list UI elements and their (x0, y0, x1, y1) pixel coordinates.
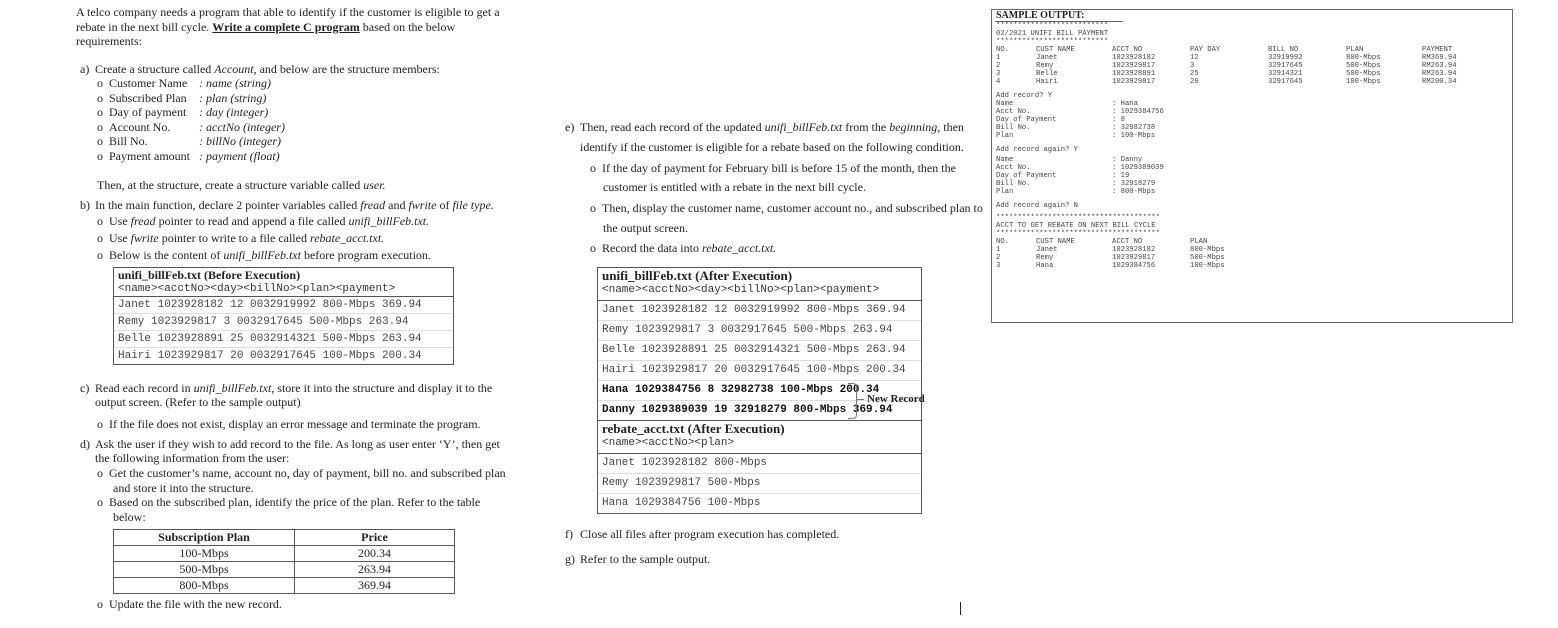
before-file-row: Remy 1023929817 3 0032917645 500-Mbps 263.94 (114, 313, 453, 330)
bullet-icon: o (97, 231, 103, 245)
column-header: ACCT NO (1112, 46, 1143, 54)
after-file-box (597, 267, 922, 514)
column-header: CUST NAME (1036, 46, 1075, 54)
bill-row: Remy (1036, 62, 1054, 70)
bullet-icon: o (590, 241, 596, 255)
item-c-marker: c) (80, 381, 90, 395)
bill-row: 2 (996, 62, 1001, 70)
before-file-box (113, 267, 454, 365)
structure-member (97, 91, 266, 106)
structure-member (97, 134, 281, 149)
b-text-1: fread (360, 198, 386, 212)
column-header: BILL NO (1268, 46, 1299, 54)
new-record-row: Hana 1029384756 8 32982738 100-Mbps 200.34 (598, 380, 921, 400)
item-d-bullet-1a (97, 466, 506, 481)
c-post: store it into the structure and display it to the (274, 381, 493, 395)
price-plan: 800-Mbps (114, 578, 295, 594)
bill-row: 1023929817 (1112, 62, 1156, 70)
prompt-line: Add record again? Y (996, 146, 1078, 154)
b-text-0: In the main function, declare 2 pointer variables called (95, 198, 361, 212)
bill-row: RM200.34 (1422, 78, 1457, 86)
field-value: : 100-Mbps (1112, 132, 1156, 140)
rebate-column-header: ACCT NO (1112, 238, 1143, 246)
member-label: Bill No. (109, 134, 148, 148)
bill-row: 32914321 (1268, 70, 1303, 78)
field-label: Plan (996, 132, 1014, 140)
d-b3: Update the file with the new record. (109, 597, 282, 611)
rebate-row: 1023928182 (1112, 246, 1156, 254)
field-value: : 19 (1112, 172, 1130, 180)
bill-row: RM369.94 (1422, 54, 1457, 62)
rebate-row: 100-Mbps (1190, 262, 1225, 270)
column-header: PAY DAY (1190, 46, 1221, 54)
structure-member (97, 120, 285, 135)
bill-row: 20 (1190, 78, 1199, 86)
bill-row: RM263.94 (1422, 70, 1457, 78)
field-value: : 8 (1112, 116, 1125, 124)
bill-row: 32919992 (1268, 54, 1303, 62)
field-label: Day of Payment (996, 116, 1057, 124)
rebate-column-header: PLAN (1190, 238, 1208, 246)
bullet-icon: o (97, 597, 103, 611)
c-pre: Read each record in (95, 381, 194, 395)
item-f-marker: f) (565, 527, 573, 541)
item-e-line-2: identify if the customer is eligible for a rebate based on the following condition. (580, 140, 964, 154)
structure-name: Account (214, 62, 254, 76)
intro-text: rebate in the next bill cycle. (76, 20, 210, 34)
stars-line: ************************** (996, 38, 1109, 46)
b-text-5: file type. (452, 198, 494, 212)
bullet-icon: o (590, 201, 596, 215)
new-record-bracket (848, 383, 857, 419)
bullet-icon: o (97, 417, 103, 431)
after-file-row: Hairi 1023929817 20 0032917645 100-Mbps 200.34 (598, 360, 921, 380)
e-b2a: Then, display the customer name, customer account no., and subscribed plan to (602, 201, 983, 215)
item-c-line-1 (95, 381, 492, 396)
new-record-pointer (856, 399, 864, 400)
item-d-bullet-3 (97, 597, 282, 612)
bullet-icon: o (97, 466, 103, 480)
before-file-format: <name><acctNo><day><billNo><plan><payment> (118, 283, 396, 295)
field-value: : 32918279 (1112, 180, 1156, 188)
b3-2: before program execution. (300, 248, 431, 262)
item-b-bullet-2 (97, 231, 384, 246)
rebate-file-row: Remy 1023929817 500-Mbps (598, 473, 921, 493)
rebate-row: Remy (1036, 254, 1054, 262)
rebate-file-format: <name><acctNo><plan> (602, 437, 735, 449)
b3-0: Below is the content of (109, 248, 224, 262)
prompt-line: Add record? Y (996, 92, 1053, 100)
item-b-marker: b) (80, 198, 90, 212)
member-label: Subscribed Plan (109, 90, 187, 105)
rebate-header: ACCT TO GET REBATE ON NEXT BILL CYCLE (996, 222, 1156, 230)
stars-line: ************************************** (996, 214, 1160, 222)
before-file-row: Belle 1023928891 25 0032914321 500-Mbps 263.94 (114, 330, 453, 347)
b3-1: unifi_billFeb.txt (223, 248, 301, 262)
item-d-bullet-2a (97, 495, 480, 510)
item-e-bullet-2b: the output screen. (603, 221, 688, 235)
field-label: Plan (996, 188, 1014, 196)
price-table (113, 529, 455, 594)
rebate-row: 800-Mbps (1190, 246, 1225, 254)
sample-output-panel (991, 9, 1513, 323)
bill-row: 500-Mbps (1346, 70, 1381, 78)
field-value: : 32982738 (1112, 124, 1156, 132)
price-plan: 100-Mbps (114, 546, 295, 562)
b2-3: rebate_acct.txt. (309, 231, 385, 245)
bullet-icon: o (97, 76, 103, 90)
bill-row: 12 (1190, 54, 1199, 62)
member-type: : acctNo (integer) (199, 119, 285, 134)
bill-row: 32917645 (1268, 78, 1303, 86)
item-d-marker: d) (80, 437, 90, 451)
member-type: : plan (string) (199, 90, 267, 105)
intro-line-3: requirements: (76, 34, 142, 48)
b2-2: pointer to write to a file called (158, 231, 310, 245)
field-label: Name (996, 156, 1014, 164)
item-b-text (95, 198, 494, 213)
item-e-line-1 (580, 120, 964, 135)
new-record-row: Danny 1029389039 19 32918279 800-Mbps 369.94 (598, 400, 921, 420)
bill-row: 800-Mbps (1346, 54, 1381, 62)
b-text-3: fwrite (408, 198, 437, 212)
field-label: Acct No. (996, 164, 1031, 172)
price-rows (114, 546, 455, 594)
rebate-file-title: rebate_acct.txt (After Execution) (602, 421, 785, 436)
rebate-row: 1023929817 (1112, 254, 1156, 262)
column-header: NO. (996, 46, 1009, 54)
item-c-line-2: output screen. (Refer to the sample output) (95, 395, 301, 409)
intro-line-1: A telco company needs a program that able to identify if the customer is eligible to get a (76, 5, 500, 19)
bill-row: 500-Mbps (1346, 62, 1381, 70)
item-b-bullet-3 (97, 248, 431, 263)
c-bullet-text: If the file does not exist, display an error message and terminate the program. (109, 417, 481, 431)
bullet-icon: o (590, 161, 596, 175)
field-value: : 1029384756 (1112, 108, 1164, 116)
bullet-icon: o (97, 248, 103, 262)
item-a-text (95, 62, 440, 77)
b2-1: fwrite (130, 231, 159, 245)
rebate-row: 2 (996, 254, 1001, 262)
price-value: 263.94 (295, 562, 455, 578)
after-file-row: Remy 1023929817 3 0032917645 500-Mbps 263.94 (598, 320, 921, 340)
item-b-bullet-1 (97, 214, 429, 229)
bullet-icon: o (97, 148, 103, 163)
b1-3: unifi_billFeb.txt. (348, 214, 430, 228)
b-text-4: of (436, 198, 453, 212)
c-file: unifi_billFeb.txt, (193, 381, 275, 395)
e1-0: Then, read each record of the updated (580, 120, 765, 134)
bullet-icon: o (97, 495, 103, 509)
member-type: : billNo (integer) (199, 134, 281, 148)
new-record-label: New Record (867, 393, 925, 405)
after-file-row: Belle 1023928891 25 0032914321 500-Mbps 263.94 (598, 340, 921, 360)
intro-emphasis: Write a complete C program (212, 20, 360, 34)
bill-row: 1023929817 (1112, 78, 1156, 86)
stars-line: ************************************** (996, 230, 1160, 238)
b1-0: Use (109, 214, 131, 228)
bill-row: 4 (996, 78, 1001, 86)
after-file-format: <name><acctNo><day><billNo><plan><payment> (602, 284, 880, 296)
field-label: Bill No. (996, 180, 1031, 188)
bill-row: 1 (996, 54, 1001, 62)
bill-row: 32917645 (1268, 62, 1303, 70)
rebate-column-header: CUST NAME (1036, 238, 1075, 246)
intro-text-end: based on the below (362, 20, 456, 34)
bill-row: 3 (1190, 62, 1195, 70)
e1-1: unifi_billFeb.txt (764, 120, 843, 134)
sample-title: SAMPLE OUTPUT: (996, 10, 1085, 21)
item-a-then (97, 178, 386, 193)
rebate-file-row: Hana 1029384756 100-Mbps (598, 493, 921, 513)
item-g-text: Refer to the sample output. (580, 552, 711, 566)
bill-row: 1023928182 (1112, 54, 1156, 62)
item-e-bullet-1b: customer is entitled with a rebate in the next bill cycle. (603, 180, 866, 194)
price-value: 200.34 (295, 546, 455, 562)
rebate-row: 1029384756 (1112, 262, 1156, 270)
e-b3-file: rebate_acct.txt. (701, 241, 777, 255)
field-label: Name (996, 100, 1014, 108)
rebate-file-rows (598, 454, 921, 513)
item-c-bullet (97, 417, 481, 432)
item-a-text-pre: Create a structure called (95, 62, 215, 76)
after-file-row: Janet 1023928182 12 0032919992 800-Mbps 369.94 (602, 304, 906, 316)
member-label: Customer Name (109, 76, 188, 90)
price-row (114, 562, 455, 578)
item-e-marker: e) (565, 120, 575, 134)
bullet-icon: o (97, 134, 103, 148)
d-b2a: Based on the subscribed plan, identify the price of the plan. Refer to the table (109, 495, 481, 509)
e1-3: beginning, (889, 120, 941, 134)
price-plan: 500-Mbps (114, 562, 295, 578)
item-e-bullet-2a (590, 201, 983, 216)
field-value: : Hana (1112, 100, 1138, 108)
bill-row: 1023928891 (1112, 70, 1156, 78)
price-row (114, 578, 455, 594)
column-header: PAYMENT (1422, 46, 1453, 54)
item-a-text-post: , and below are the structure members: (253, 62, 440, 76)
bill-row: Hairi (1036, 78, 1058, 86)
bill-header: 02/2021 UNIFI BILL PAYMENT (996, 30, 1109, 38)
before-file-row: Hairi 1023929817 20 0032917645 100-Mbps 200.34 (114, 347, 453, 364)
field-value: : Danny (1112, 156, 1143, 164)
bill-row: RM263.94 (1422, 62, 1457, 70)
rebate-row: 3 (996, 262, 1001, 270)
b1-2: pointer to read and append a file called (155, 214, 349, 228)
bullet-icon: o (97, 105, 103, 119)
member-type: : payment (float) (199, 148, 280, 163)
bill-row: 3 (996, 70, 1001, 78)
structure-member (97, 76, 271, 91)
column-header: PLAN (1346, 46, 1364, 54)
member-label: Account No. (109, 119, 171, 134)
price-header-price: Price (295, 530, 455, 546)
field-label: Acct No. (996, 108, 1031, 116)
item-d-line-2: the following information from the user: (95, 451, 290, 465)
rebate-row: Janet (1036, 246, 1058, 254)
field-label: Day of Payment (996, 172, 1057, 180)
rebate-row: Hana (1036, 262, 1054, 270)
prompt-line: Add record again? N (996, 202, 1078, 210)
item-d-bullet-2b: below: (113, 510, 146, 524)
bullet-icon: o (97, 90, 103, 105)
field-label: Bill No. (996, 124, 1031, 132)
member-type: : day (integer) (199, 105, 269, 119)
item-e-bullet-1a (590, 161, 956, 176)
bullet-icon: o (97, 119, 103, 134)
e-b1a: If the day of payment for February bill is before 15 of the month, then the (602, 161, 956, 175)
bill-row: 100-Mbps (1346, 78, 1381, 86)
rebate-file-row: Janet 1023928182 800-Mbps (602, 457, 768, 469)
item-g-marker: g) (565, 552, 575, 566)
b1-1: fread (130, 214, 156, 228)
before-file-row: Janet 1023928182 12 0032919992 800-Mbps 369.94 (118, 299, 422, 311)
item-e-bullet-3 (590, 241, 776, 256)
rebate-row: 500-Mbps (1190, 254, 1225, 262)
b2-0: Use (109, 231, 131, 245)
before-file-rows (114, 297, 453, 364)
variable-name: user. (363, 178, 386, 192)
bill-row: Janet (1036, 54, 1058, 62)
before-file-title: unifi_billFeb.txt (Before Execution) (118, 268, 301, 282)
bill-row: 25 (1190, 70, 1199, 78)
price-value: 369.94 (295, 578, 455, 594)
item-a-marker: a) (80, 62, 90, 76)
d-b1a: Get the customer’s name, account no, day of payment, bill no. and subscribed plan (109, 466, 506, 480)
item-d-line-1: Ask the user if they wish to add record to the file. As long as user enter ‘Y’, then get (95, 437, 500, 451)
rebate-column-header: NO. (996, 238, 1009, 246)
bullet-icon: o (97, 214, 103, 228)
field-value: : 800-Mbps (1112, 188, 1156, 196)
b-text-2: and (385, 198, 409, 212)
price-row (114, 546, 455, 562)
e1-4: then (940, 120, 964, 134)
member-label: Payment amount (109, 148, 190, 163)
intro-line-2 (76, 20, 455, 35)
structure-member (97, 149, 280, 164)
e-b3-pre: Record the data into (602, 241, 702, 255)
e1-2: from the (842, 120, 890, 134)
then-text: Then, at the structure, create a structure variable called (97, 178, 364, 192)
rebate-row: 1 (996, 246, 1001, 254)
stars-line: ************************** (996, 22, 1109, 30)
item-f-text: Close all files after program execution has completed. (580, 527, 840, 541)
member-label: Day of payment (109, 105, 187, 119)
text-cursor (960, 602, 961, 615)
after-file-title: unifi_billFeb.txt (After Execution) (602, 268, 793, 283)
structure-member (97, 105, 268, 120)
member-type: : name (string) (199, 76, 271, 90)
item-d-bullet-1b: and store it into the structure. (113, 481, 254, 495)
bill-row: Belle (1036, 70, 1058, 78)
price-header-plan: Subscription Plan (114, 530, 295, 546)
field-value: : 1029389039 (1112, 164, 1164, 172)
